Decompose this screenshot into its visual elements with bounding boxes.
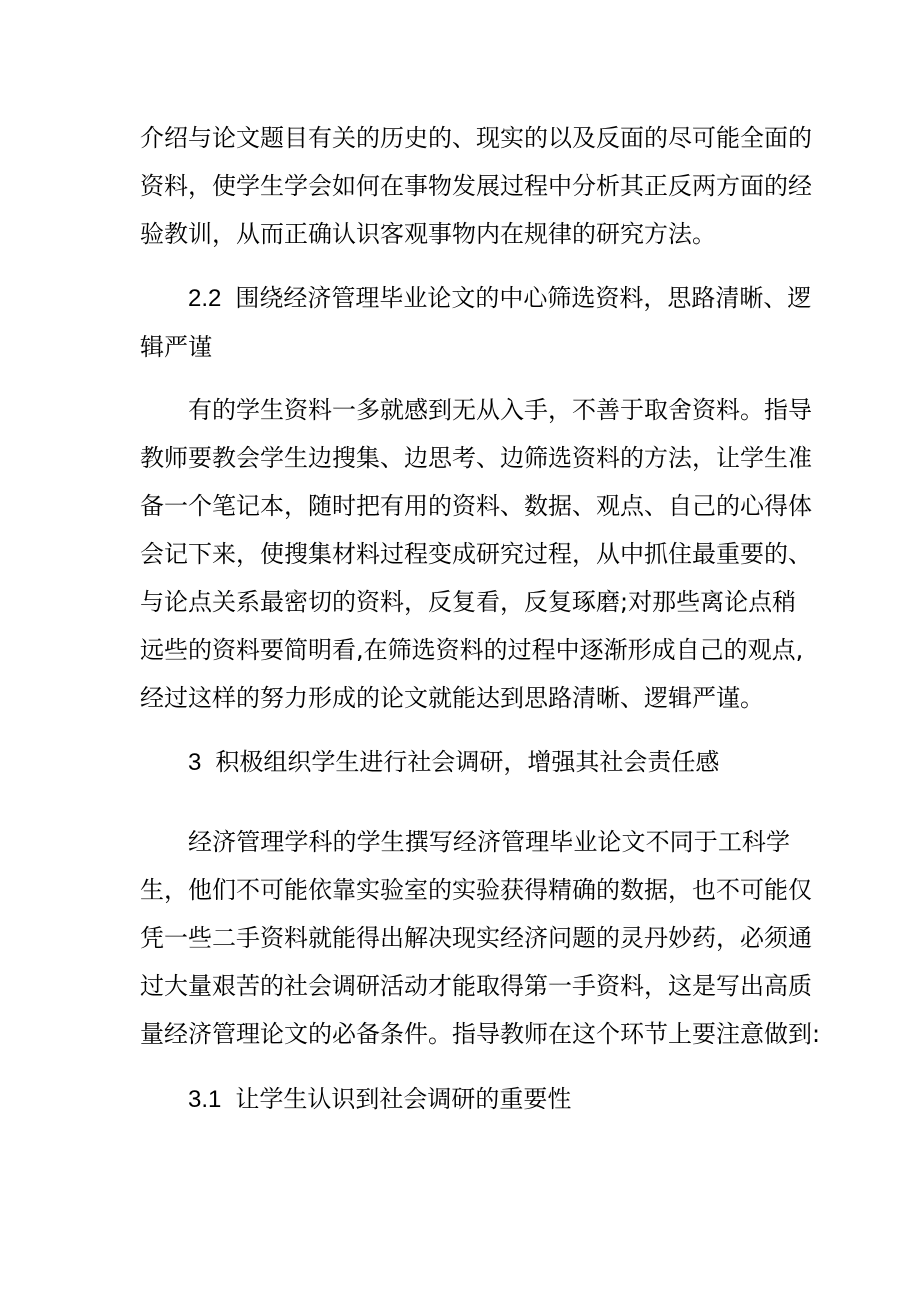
paragraph — [140, 818, 821, 1058]
section-heading — [140, 1075, 790, 1124]
text-line: 量经济管理论文的必备条件。指导教师在这个环节上要注意做到: — [140, 1020, 821, 1048]
heading-line — [140, 1075, 790, 1124]
text-line: 备一个笔记本，随时把有用的资料、数据、观点、自己的心得体 — [140, 492, 812, 520]
text-line: 验教训，从而正确认识客观事物内在规律的研究方法。 — [140, 220, 716, 248]
text-line: 生，他们不可能依靠实验室的实验获得精确的数据，也不可能仅 — [140, 876, 812, 904]
paragraph — [140, 386, 812, 722]
heading-text: 围绕经济管理毕业论文的中心筛选资料，思路清晰、逻 — [235, 284, 812, 312]
text-line: 教师要教会学生边搜集、边思考、边筛选资料的方法，让学生准 — [140, 444, 812, 472]
text-line: 经济管理学科的学生撰写经济管理毕业论文不同于工科学 — [188, 828, 790, 856]
text-line: 过大量艰苦的社会调研活动才能取得第一手资料，这是写出高质 — [140, 972, 812, 1000]
heading-line — [140, 274, 812, 323]
section-heading — [140, 738, 790, 787]
heading-line — [140, 738, 790, 787]
text-line: 远些的资料要简明看,在筛选资料的过程中逐渐形成自己的观点, — [140, 636, 804, 664]
heading-text: 积极组织学生进行社会调研，增强其社会责任感 — [215, 748, 720, 776]
text-line: 资料，使学生学会如何在事物发展过程中分析其正反两方面的经 — [140, 172, 812, 200]
heading-number: 2.2 — [188, 285, 222, 312]
text-line: 有的学生资料一多就感到无从入手，不善于取舍资料。指导 — [188, 396, 812, 424]
text-line: 会记下来，使搜集材料过程变成研究过程，从中抓住最重要的、 — [140, 540, 812, 568]
text-line: 凭一些二手资料就能得出解决现实经济问题的灵丹妙药，必须通 — [140, 924, 812, 952]
heading-number: 3 — [188, 749, 202, 776]
text-line: 介绍与论文题目有关的历史的、现实的以及反面的尽可能全面的 — [140, 124, 812, 152]
heading-line: 辑严谨 — [140, 333, 212, 361]
text-line: 与论点关系最密切的资料，反复看，反复琢磨;对那些离论点稍 — [140, 588, 797, 616]
paragraph — [140, 114, 812, 258]
heading-text: 让学生认识到社会调研的重要性 — [235, 1085, 572, 1113]
section-heading — [140, 274, 812, 371]
text-line: 经过这样的努力形成的论文就能达到思路清晰、逻辑严谨。 — [140, 684, 764, 712]
heading-number: 3.1 — [188, 1086, 222, 1113]
